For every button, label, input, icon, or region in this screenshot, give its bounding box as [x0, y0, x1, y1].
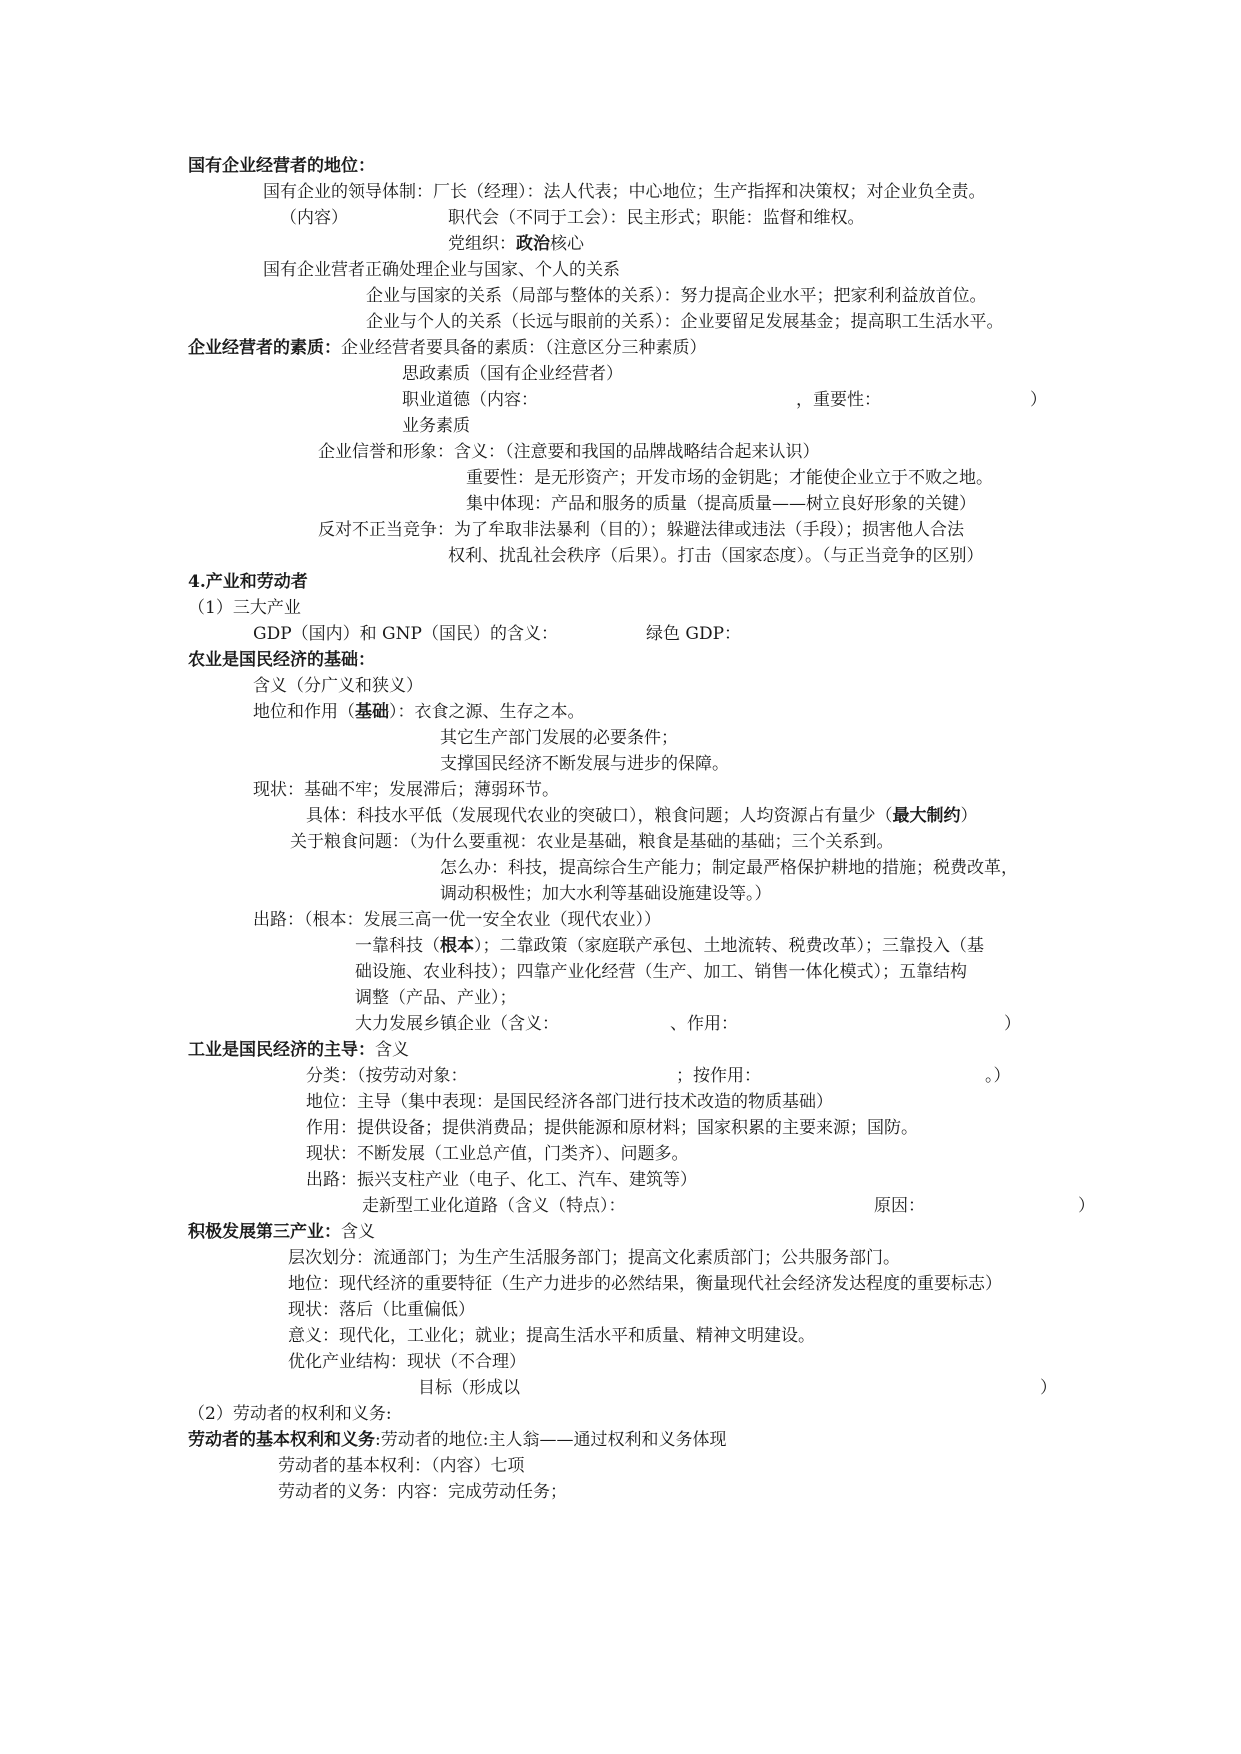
text-line [188, 597, 301, 619]
text: 走新型工业化道路（含义（特点）： [362, 1196, 626, 1216]
bold-text: 企业经营者的素质： [188, 338, 341, 358]
heading-industry [188, 1039, 409, 1061]
text: ） [1078, 1196, 1095, 1216]
text: 调动积极性；加大水利等基础设施建设等。） [440, 884, 772, 904]
heading-industry-and-labor [188, 571, 308, 593]
text-line [418, 1377, 520, 1399]
text-line [318, 441, 820, 463]
text-line [355, 987, 517, 1009]
bold-text: 根本 [440, 936, 474, 956]
text: 支撑国民经济不断发展与进步的保障。 [440, 754, 729, 774]
text: 含义 [375, 1040, 409, 1060]
text: 绿色 GDP： [646, 624, 742, 644]
text: 一靠科技（ [355, 936, 440, 956]
text: ） [960, 806, 978, 826]
bold-text: 工业是国民经济的主导： [188, 1040, 375, 1060]
bold-text: 农业是国民经济的基础： [188, 650, 375, 670]
text: 权利、扰乱社会秩序（后果）。打击（国家态度）。（与正当竞争的区别） [448, 546, 984, 566]
text-line [253, 623, 558, 645]
text-line [253, 909, 661, 931]
text-line [288, 1351, 526, 1373]
text-line [440, 857, 1018, 879]
text-line [402, 415, 470, 437]
text-line [466, 467, 993, 489]
text: 职业道德（内容： [402, 390, 538, 410]
text: 关于粮食问题：（为什么要重视：农业是基础，粮食是基础的基础；三个关系到。 [290, 832, 894, 852]
text: ） [1030, 390, 1047, 410]
text: 础设施、农业科技）；四靠产业化经营（生产、加工、销售一体化模式）；五靠结构 [355, 962, 967, 982]
text: （内容） [280, 208, 348, 228]
text-line [306, 1065, 468, 1087]
text-line [288, 1299, 475, 1321]
text-line [440, 883, 772, 905]
text: 思政素质（国有企业经营者） [402, 364, 623, 384]
text-line [253, 675, 423, 697]
text: （2）劳动者的权利和义务: [188, 1404, 392, 1424]
text-line [1030, 389, 1047, 411]
text: ）：衣食之源、生存之本。 [389, 702, 585, 722]
text: 企业信誉和形象：含义：（注意要和我国的品牌战略结合起来认识） [318, 442, 820, 462]
text-line [188, 1403, 392, 1425]
text-line [874, 1195, 925, 1217]
text-line [290, 831, 894, 853]
text-line [402, 389, 538, 411]
text: 含义 [341, 1222, 375, 1242]
text-line [366, 311, 1004, 333]
heading-labor-rights [188, 1429, 726, 1451]
text: 作用：提供设备；提供消费品；提供能源和原材料；国家积累的主要来源；国防。 [306, 1118, 918, 1138]
text: 意义：现代化，工业化；就业；提高生活水平和质量、精神文明建设。 [288, 1326, 815, 1346]
text-line [306, 1169, 697, 1191]
text-line [355, 961, 967, 983]
bold-text: 最大制约 [892, 806, 961, 826]
bold-text: 基础 [355, 702, 389, 722]
text-line [366, 285, 987, 307]
text: 重要性：是无形资产；开发市场的金钥匙；才能使企业立于不败之地。 [466, 468, 993, 488]
text: 现状：不断发展（工业总产值，门类齐）、问题多。 [306, 1144, 689, 1164]
text-line [796, 389, 881, 411]
text: 具体：科技水平低（发展现代农业的突破口），粮食问题；人均资源占有量少（ [306, 806, 893, 826]
text: 企业与个人的关系（长远与眼前的关系）：企业要留足发展基金；提高职工生活水平。 [366, 312, 1004, 332]
text: 现状：基础不牢；发展滞后；薄弱环节。 [253, 780, 559, 800]
heading-tertiary-industry [188, 1221, 375, 1243]
text: 职代会（不同于工会）：民主形式；职能：监督和维权。 [448, 208, 865, 228]
text: 层次划分：流通部门；为生产生活服务部门；提高文化素质部门；公共服务部门。 [288, 1248, 900, 1268]
text: 目标（形成以 [418, 1378, 520, 1398]
text: 地位和作用（ [253, 702, 355, 722]
text: ）；二靠政策（家庭联产承包、土地流转、税费改革）；三靠投入（基 [474, 936, 984, 956]
text: 出路：振兴支柱产业（电子、化工、汽车、建筑等） [306, 1170, 697, 1190]
text-line [448, 207, 865, 229]
text-line [278, 1455, 525, 1477]
text: 国有企业营者正确处理企业与国家、个人的关系 [263, 260, 620, 280]
text-line [253, 701, 585, 723]
text: 集中体现：产品和服务的质量（提高质量——树立良好形象的关键） [466, 494, 976, 514]
bold-text: 4.产业和劳动者 [188, 572, 308, 592]
text: 劳动者的义务：内容：完成劳动任务； [278, 1482, 567, 1502]
text-line [985, 1065, 1011, 1087]
text-line [288, 1247, 900, 1269]
bold-text: 积极发展第三产业： [188, 1222, 341, 1242]
text: 其它生产部门发展的必要条件； [440, 728, 678, 748]
text-line [448, 233, 584, 255]
text: 业务素质 [402, 416, 470, 436]
text: GDP（国内）和 GNP（国民）的含义： [253, 624, 558, 644]
text-line [1078, 1195, 1095, 1217]
text-line [253, 779, 559, 801]
text: 含义（分广义和狭义） [253, 676, 423, 696]
text: 党组织： [448, 234, 516, 254]
text: 原因： [874, 1196, 925, 1216]
text-line [362, 1195, 626, 1217]
text: 国有企业的领导体制：厂长（经理）：法人代表；中心地位；生产指挥和决策权；对企业负全责。 [263, 182, 986, 202]
text: ；按作用： [676, 1066, 761, 1086]
text: 出路：（根本：发展三高一优一安全农业（现代农业）） [253, 910, 661, 930]
bold-text: 劳动者的基本权利和义务 [188, 1430, 375, 1450]
text-line [448, 545, 984, 567]
text: ，重要性： [796, 390, 881, 410]
text: 企业经营者要具备的素质：（注意区分三种素质） [341, 338, 707, 358]
text: 劳动者的基本权利：（内容）七项 [278, 1456, 525, 1476]
text-line [263, 259, 620, 281]
text-line [306, 1117, 918, 1139]
text: 大力发展乡镇企业（含义： [355, 1014, 559, 1034]
text-line [278, 1481, 567, 1503]
text: 反对不正当竞争：为了牟取非法暴利（目的）；躲避法律或违法（手段）；损害他人合法 [318, 520, 964, 540]
text-line [288, 1273, 1002, 1295]
text: 。） [985, 1066, 1011, 1086]
bold-text: 国有企业经营者的地位： [188, 156, 375, 176]
text-line [288, 1325, 815, 1347]
text: 企业与国家的关系（局部与整体的关系）：努力提高企业水平；把家利利益放首位。 [366, 286, 987, 306]
heading-soe-manager-status [188, 155, 375, 177]
text: ） [1040, 1378, 1057, 1398]
text-line [306, 805, 978, 827]
text: 、作用： [670, 1014, 738, 1034]
text-line [676, 1065, 761, 1087]
text: 调整（产品、产业）； [355, 988, 517, 1008]
text: 核心 [550, 234, 584, 254]
text: ） [1004, 1014, 1021, 1034]
text-line [402, 363, 623, 385]
text-line [1040, 1377, 1057, 1399]
text-line [318, 519, 964, 541]
heading-agriculture [188, 649, 375, 671]
text-line [306, 1143, 689, 1165]
text: 怎么办：科技，提高综合生产能力；制定最严格保护耕地的措施；税费改革， [440, 858, 1018, 878]
text: 现状：落后（比重偏低） [288, 1300, 475, 1320]
bold-text: 政治 [516, 234, 550, 254]
text-line [355, 935, 984, 957]
text-line [263, 181, 986, 203]
text: 地位：现代经济的重要特征（生产力进步的必然结果，衡量现代社会经济发达程度的重要标志） [288, 1274, 1002, 1294]
text-line [670, 1013, 738, 1035]
text-line [440, 753, 729, 775]
heading-manager-qualities [188, 337, 707, 359]
text-line [646, 623, 741, 645]
text: :劳动者的地位:主人翁——通过权利和义务体现 [375, 1430, 727, 1450]
text: 优化产业结构：现状（不合理） [288, 1352, 526, 1372]
text-line [1004, 1013, 1021, 1035]
text-line [355, 1013, 559, 1035]
text-line [440, 727, 678, 749]
text: 地位：主导（集中表现：是国民经济各部门进行技术改造的物质基础） [306, 1092, 833, 1112]
text-line [466, 493, 976, 515]
text-line [280, 207, 348, 229]
text-line [306, 1091, 833, 1113]
text: （1）三大产业 [188, 598, 301, 618]
text: 分类：（按劳动对象： [306, 1066, 468, 1086]
